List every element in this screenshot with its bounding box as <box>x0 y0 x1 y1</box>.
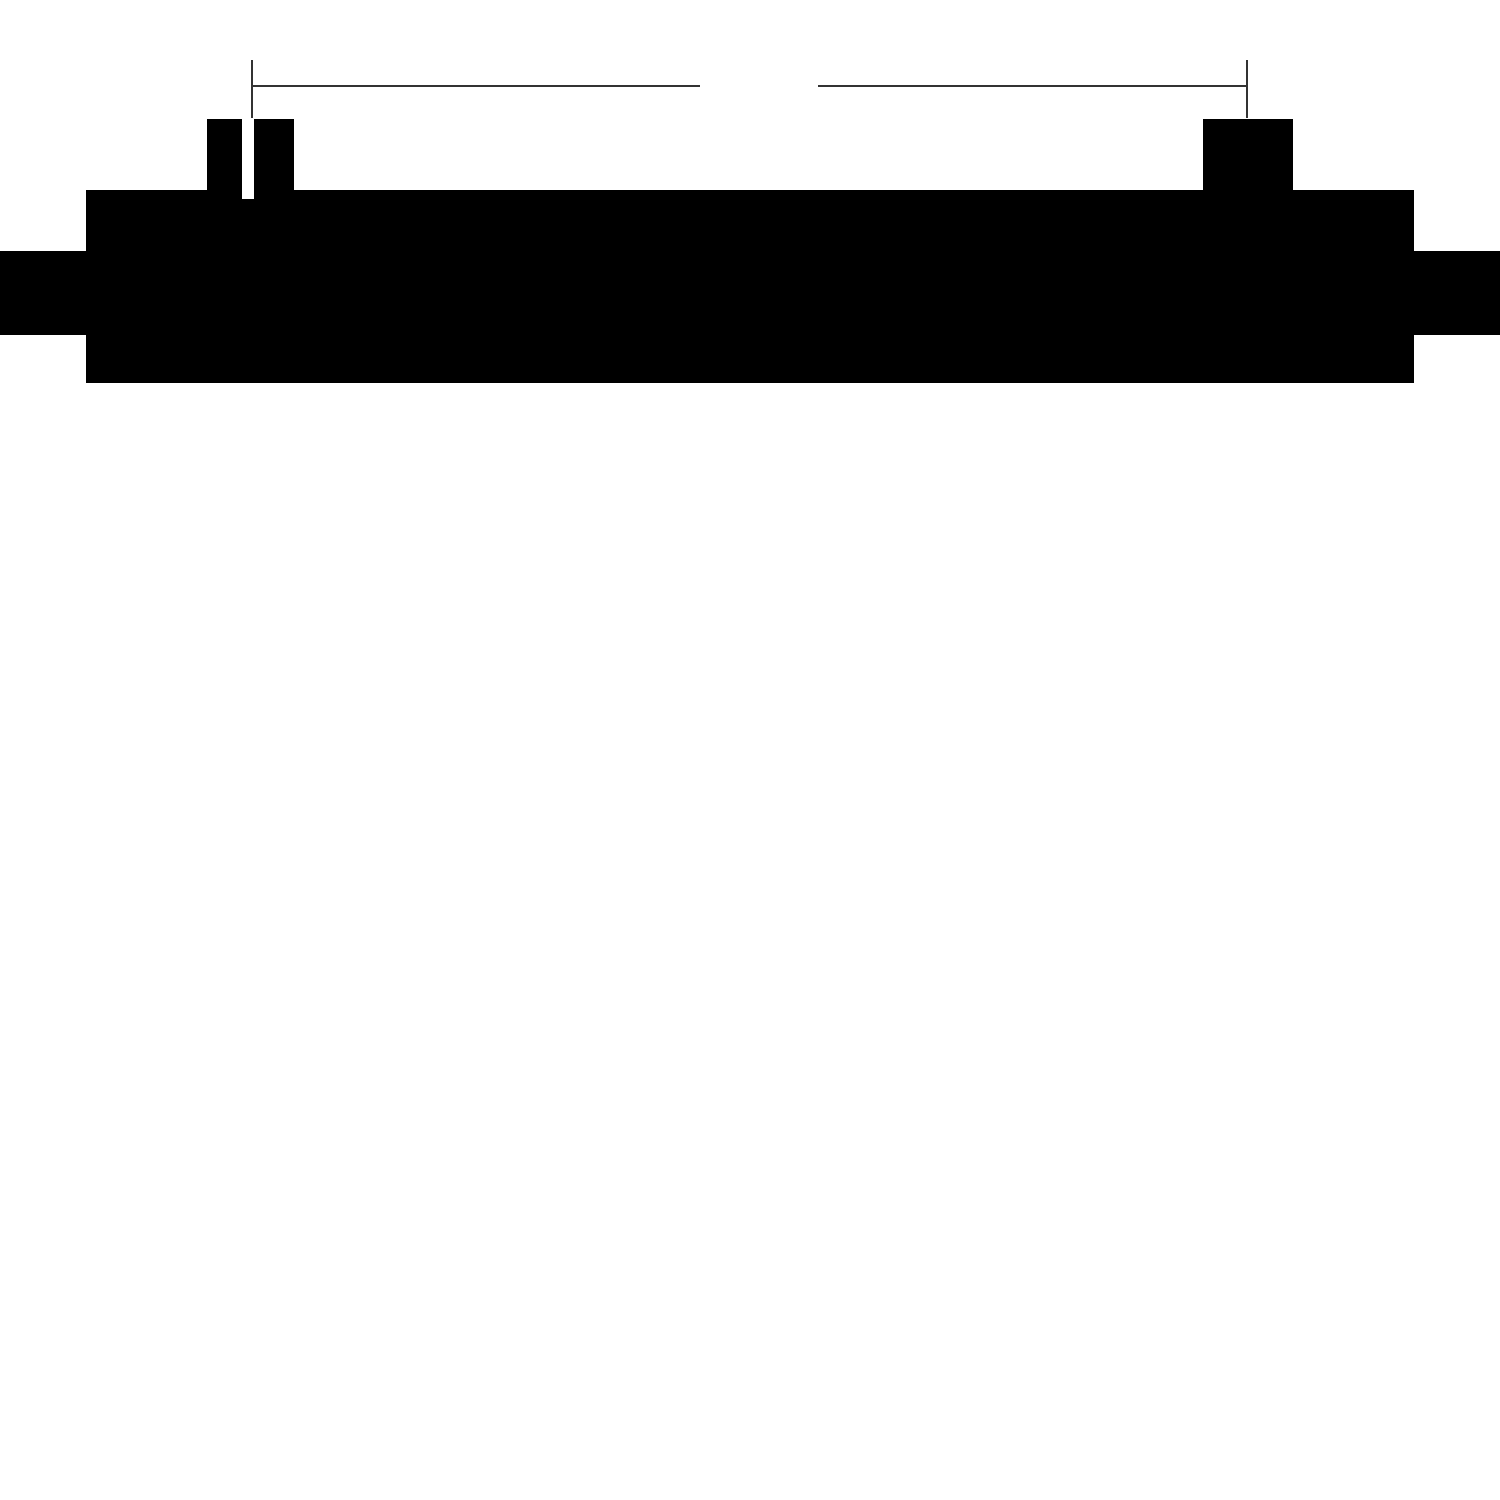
inlet-port-gap <box>242 119 254 199</box>
cc-dimension-line <box>252 60 1247 118</box>
cold-water-tube <box>0 251 1500 335</box>
heat-exchanger-diagram <box>0 0 1500 430</box>
hot-water-outlet-port <box>1203 119 1293 194</box>
